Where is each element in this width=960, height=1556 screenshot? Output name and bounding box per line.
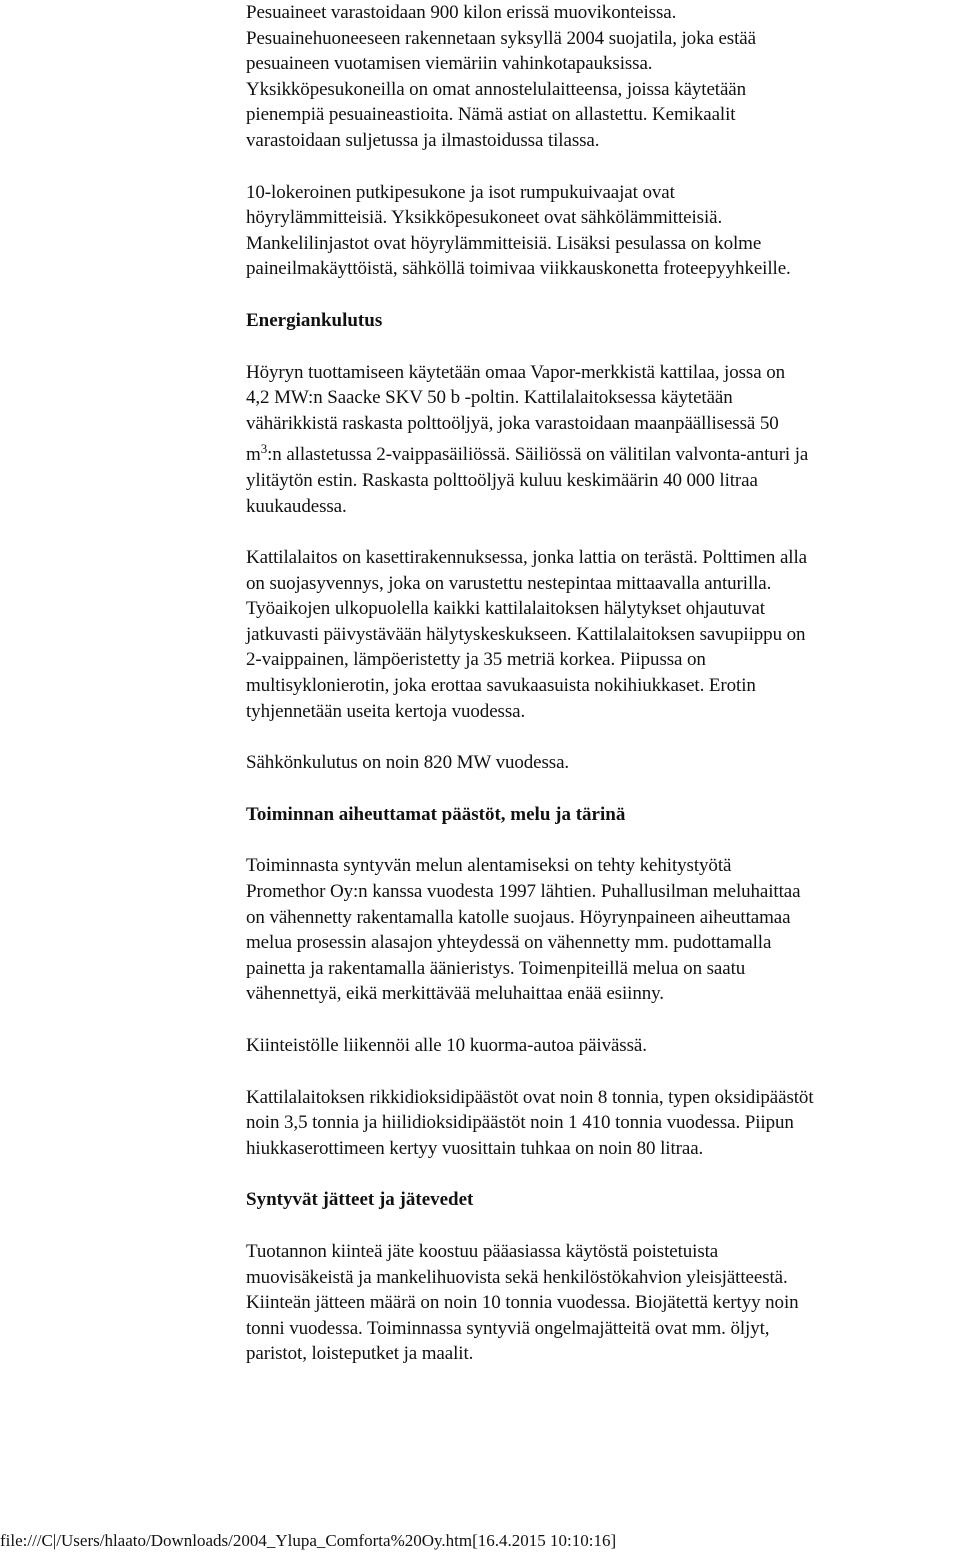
text-line: ylitäytön estin. Raskasta polttoöljyä kuluu keskimäärin 40 000 litraa	[246, 469, 758, 491]
text-line: tonni vuodessa. Toiminnassa syntyviä ongelmajätteitä ovat mm. öljyt,	[246, 1317, 770, 1339]
paragraph	[246, 360, 958, 520]
text-span: m	[246, 444, 261, 466]
section-heading: Energiankulutus	[246, 309, 383, 331]
text-line: Pesuainehuoneeseen rakennetaan syksyllä 2004 suojatila, joka estää	[246, 27, 756, 49]
paragraph	[246, 1085, 958, 1162]
paragraph	[246, 750, 958, 776]
paragraph	[246, 1033, 958, 1059]
paragraph	[246, 853, 958, 1007]
text-line: Promethor Oy:n kanssa vuodesta 1997 lähtien. Puhallusilman meluhaittaa	[246, 881, 801, 903]
section-heading: Syntyvät jätteet ja jätevedet	[246, 1189, 474, 1211]
text-line: höyrylämmitteisiä. Yksikköpesukoneet ovat sähkölämmitteisiä.	[246, 207, 723, 229]
text-line: Toiminnasta syntyvän melun alentamiseksi on tehty kehitystyötä	[246, 855, 732, 877]
text-line: Pesuaineet varastoidaan 900 kilon erissä muovikonteissa.	[246, 2, 677, 23]
text-line: Kiinteän jätteen määrä on noin 10 tonnia vuodessa. Biojätettä kertyy noin	[246, 1292, 799, 1314]
text-line: noin 3,5 tonnia ja hiilidioksidipäästöt noin 1 410 tonnia vuodessa. Piipun	[246, 1112, 794, 1134]
text-line: Kattilalaitoksen rikkidioksidipäästöt ovat noin 8 tonnia, typen oksidipäästöt	[246, 1086, 814, 1108]
text-line: vähärikkistä raskasta polttoöljyä, joka varastoidaan maanpäällisessä 50	[246, 412, 779, 434]
paragraph	[246, 180, 958, 282]
text-line: jatkuvasti päivystävään hälytyskeskukseen. Kattilalaitoksen savupiippu on	[246, 623, 806, 645]
superscript: 3	[260, 441, 268, 457]
text-line: kuukaudessa.	[246, 495, 347, 517]
text-line: Kiinteistölle liikennöi alle 10 kuorma-autoa päivässä.	[246, 1035, 647, 1056]
text-line: pesuaineen vuotamisen viemäriin vahinkotapauksissa.	[246, 53, 653, 75]
text-line: pienempiä pesuaineastioita. Nämä astiat on allastettu. Kemikaalit	[246, 104, 736, 126]
document-body	[246, 0, 958, 1367]
text-line: Yksikköpesukoneilla on omat annostelulaitteensa, joissa käytetään	[246, 78, 747, 100]
text-span: :n allastetussa 2-vaippasäiliössä. Säiliössä on välitilan valvonta-anturi ja	[267, 444, 809, 466]
text-line: melua prosessin alasajon yhteydessä on vähennetty mm. pudottamalla	[246, 932, 772, 954]
page-footer-url: file:///C|/Users/hlaato/Downloads/2004_Ylupa_Comforta%20Oy.htm[16.4.2015 10:10:16]	[0, 1531, 617, 1550]
text-line: painetta ja rakentamalla äänieristys. Toimenpiteillä melua on saatu	[246, 957, 746, 979]
text-line: Sähkönkulutus on noin 820 MW vuodessa.	[246, 752, 570, 774]
paragraph	[246, 1239, 958, 1367]
text-line: Mankelilinjastot ovat höyrylämmitteisiä. Lisäksi pesulassa on kolme	[246, 232, 762, 254]
text-line: varastoidaan suljetussa ja ilmastoidussa tilassa.	[246, 129, 600, 151]
text-line: on vähennetty rakentamalla katolle suojaus. Höyrynpaineen aiheuttamaa	[246, 906, 791, 928]
section-heading: Toiminnan aiheuttamat päästöt, melu ja tärinä	[246, 803, 626, 825]
text-line: on suojasyvennys, joka on varustettu nestepintaa mittaavalla anturilla.	[246, 572, 772, 594]
text-line: Työaikojen ulkopuolella kaikki kattilalaitoksen hälytykset ohjautuvat	[246, 598, 765, 620]
text-line: 2-vaippainen, lämpöeristetty ja 35 metriä korkea. Piipussa on	[246, 649, 706, 671]
paragraph	[246, 0, 958, 154]
text-line: paineilmakäyttöistä, sähköllä toimivaa viikkauskonetta froteepyyhkeille.	[246, 258, 791, 280]
text-line: paristot, loisteputket ja maalit.	[246, 1343, 474, 1365]
paragraph	[246, 545, 958, 724]
text-line: vähennettyä, eikä merkittävää meluhaittaa enää esiinny.	[246, 983, 664, 1005]
text-line: hiukkaserottimeen kertyy vuosittain tuhkaa on noin 80 litraa.	[246, 1137, 704, 1159]
text-line: tyhjennetään useita kertoja vuodessa.	[246, 700, 526, 722]
text-line: Kattilalaitos on kasettirakennuksessa, jonka lattia on terästä. Polttimen alla	[246, 547, 807, 569]
text-line: multisyklonierotin, joka erottaa savukaasuista nokihiukkaset. Erotin	[246, 675, 756, 697]
text-line: Höyryn tuottamiseen käytetään omaa Vapor-merkkistä kattilaa, jossa on	[246, 361, 785, 383]
text-line: 10-lokeroinen putkipesukone ja isot rumpukuivaajat ovat	[246, 181, 675, 203]
text-line: Tuotannon kiinteä jäte koostuu pääasiassa käytöstä poistetuista	[246, 1240, 719, 1262]
text-line-with-superscript	[246, 442, 958, 468]
text-line: muovisäkeistä ja mankelihuovista sekä henkilöstökahvion yleisjätteestä.	[246, 1266, 788, 1288]
text-line: 4,2 MW:n Saacke SKV 50 b -poltin. Kattilalaitoksessa käytetään	[246, 387, 733, 409]
